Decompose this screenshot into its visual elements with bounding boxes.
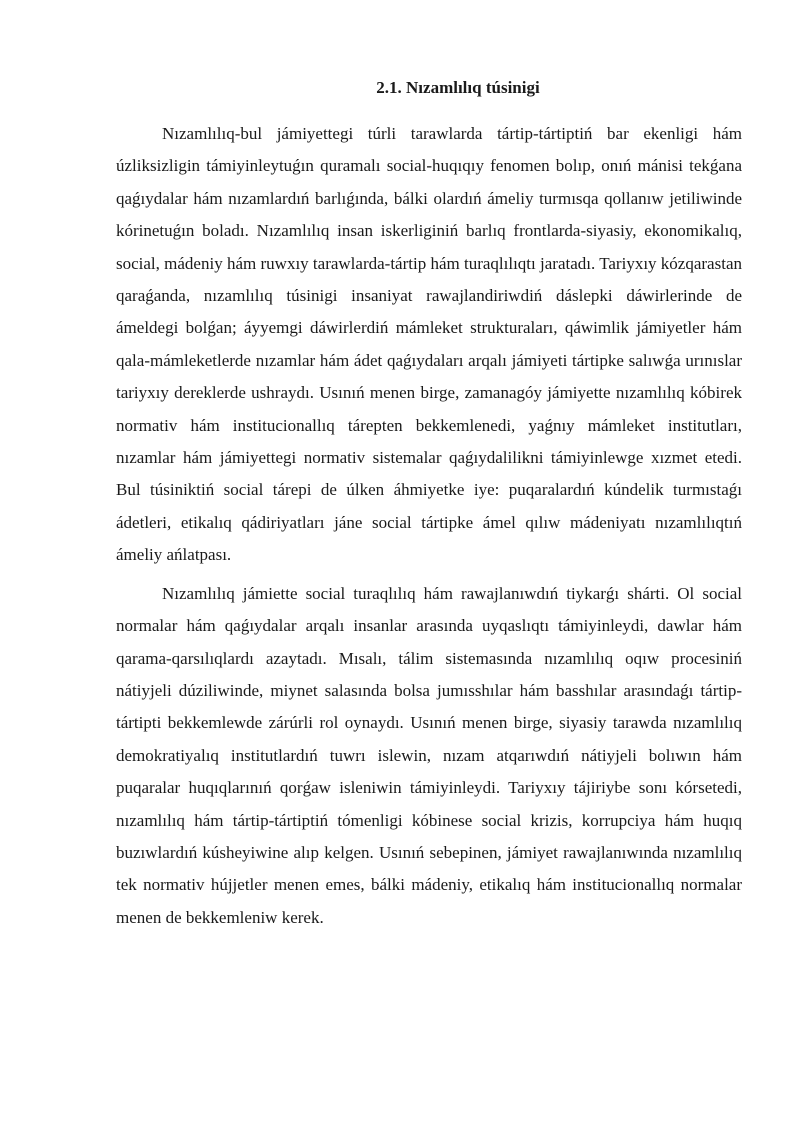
paragraph-2: Nızamlılıq jámiette social turaqlılıq hám rawajlanıwdıń tiykarǵı shárti. Ol social normalar hám qaǵıydalar arqalı insanlar arasında uyqaslıqtı támiyinleydi, dawlar hám qarama-qarsılıqlardı azaytadı. Mısalı, tálim sistemasında nızamlılıq oqıw procesiniń nátiyjeli dúziliwinde, miynet salasında bolsa jumısshılar hám basshılar arasındaǵı tártip-tártipti bekkemlewde zárúrli rol oynaydı. Usınıń menen birge, siyasiy tarawda nızamlılıq demokratiyalıq institutlardıń tuwrı islewin, nızam atqarıwdıń nátiyjeli bolıwın hám puqaralar huqıqlarınıń qorǵaw isleniwin támiyinleydi. Tariyxıy tájiriybe sonı kórsetedi, nızamlılıq hám tártip-tártiptiń tómenligi kóbinese social krizis, korrupciya hám huqıq buzıwlardıń kúsheyiwine alıp kelgen. Usınıń sebepinen, jámiyet rawajlanıwında nızamlılıq tek normativ hújjetler menen emes, bálki mádeniy, etikalıq hám institucionallıq normalar menen de bekkemleniw kerek.: [116, 583, 742, 927]
paragraph-1: Nızamlılıq-bul jámiyettegi túrli tarawlarda tártip-tártiptiń bar ekenligi hám úzliksizligin támiyinleytuǵın quramalı social-huqıqıy fenomen bolıp, onıń mánisi tekǵana qaǵıydalar hám nızamlardıń barlıǵında, bálki olardıń ámeliy turmısqa qollanıw jetiliwinde kórinetuǵın boladı. Nızamlılıq insan iskerliginiń barlıq frontlarda-siyasiy, ekonomikalıq, social, mádeniy hám ruwxıy tarawlarda-tártip hám turaqlılıqtı jaratadı. Tariyxıy kózqarastan qaraǵanda, nızamlılıq túsinigi insaniyat rawajlandiriwdiń dáslepki dáwirlerinde de ámeldegi bolǵan; áyyemgi dáwirlerdiń mámleket strukturaları, qáwimlik jámiyetler hám qala-mámleketlerde nızamlar hám ádet qaǵıydaları arqalı jámiyeti tártipke salıwǵa urınıslar tariyxıy dereklerde ushraydı. Usınıń menen birge, zamanagóy jámiyette nızamlılıq kóbirek normativ hám institucionallıq tárepten bekkemlenedi, yaǵnıy mámleket institutları, nızamlar hám jámiyettegi normativ sistemalar qaǵıydalilikni támiyinlewge xızmet etedi. Bul túsiniktiń social tárepi de úlken áhmiyetke iye: puqaralardıń kúndelik turmıstaǵı ádetleri, etikalıq qádiriyatları jáne social tártipke ámel qılıw mádeniyatı nızamlılıqtıń ámeliy ańlatpası.: [116, 124, 742, 565]
section-heading: 2.1. Nızamlılıq túsinigi: [376, 78, 540, 97]
page-content: [116, 74, 742, 940]
